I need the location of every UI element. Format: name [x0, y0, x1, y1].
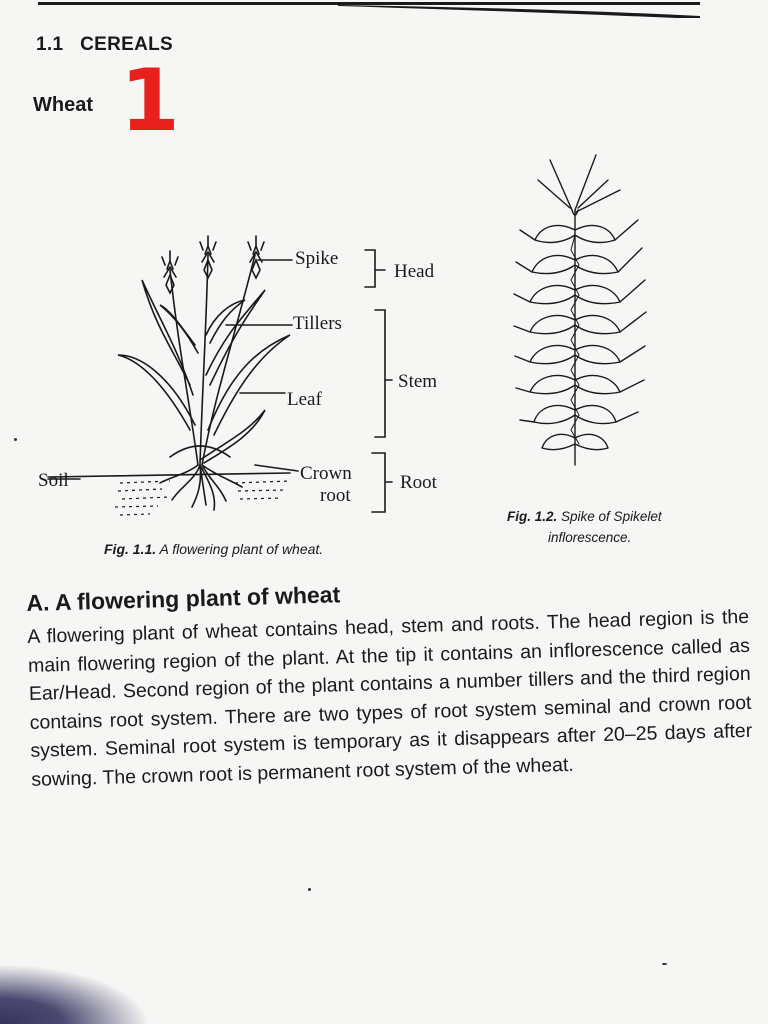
label-root: Root — [400, 472, 437, 493]
label-leaf: Leaf — [287, 389, 322, 410]
label-crown: Crown — [300, 463, 352, 484]
section-number: 1.1 — [36, 34, 64, 55]
content-paragraph: A flowering plant of wheat contains head, stem and roots. The head region is the main flowering region of the plant. At the tip it contains an inflorescence called as Ear/Head. Second region of the plant contains a number tillers and the third region contains root system. There are two types of root system seminal and crown root system. Seminal root system is temporary as it disappears after 20–25 days after sowing. The crown root is permanent root system of the wheat. — [27, 605, 753, 791]
figure-1-number: Fig. 1.1. — [104, 541, 157, 557]
label-stem: Stem — [398, 371, 438, 392]
figure-2-number: Fig. 1.2. — [507, 509, 558, 524]
speck — [308, 888, 311, 891]
label-tillers: Tillers — [293, 313, 342, 334]
top-rule — [38, 0, 700, 18]
content-heading: A. A flowering plant of wheat — [26, 581, 341, 616]
label-head: Head — [394, 261, 435, 282]
label-crown-root: root — [320, 485, 351, 506]
handwritten-number-marker — [120, 50, 210, 140]
speck — [662, 963, 667, 965]
figure-1-caption — [104, 541, 323, 557]
speck — [14, 438, 17, 441]
spikelet-diagram — [510, 150, 650, 480]
figure-2-caption-line2: inflorescence. — [548, 530, 632, 545]
spike-icon — [162, 236, 264, 293]
content-section — [26, 570, 753, 794]
marker-text: 1 — [120, 51, 180, 140]
sub-heading: Wheat — [33, 94, 93, 116]
figure-2-caption — [507, 509, 662, 524]
page-shadow — [0, 964, 150, 1024]
section-title: CEREALS — [80, 34, 173, 55]
label-spike: Spike — [295, 248, 339, 269]
label-soil: Soil — [38, 470, 69, 491]
figure-2-text-line1: Spike of Spikelet — [561, 509, 662, 524]
figure-1-text: A flowering plant of wheat. — [159, 541, 324, 557]
